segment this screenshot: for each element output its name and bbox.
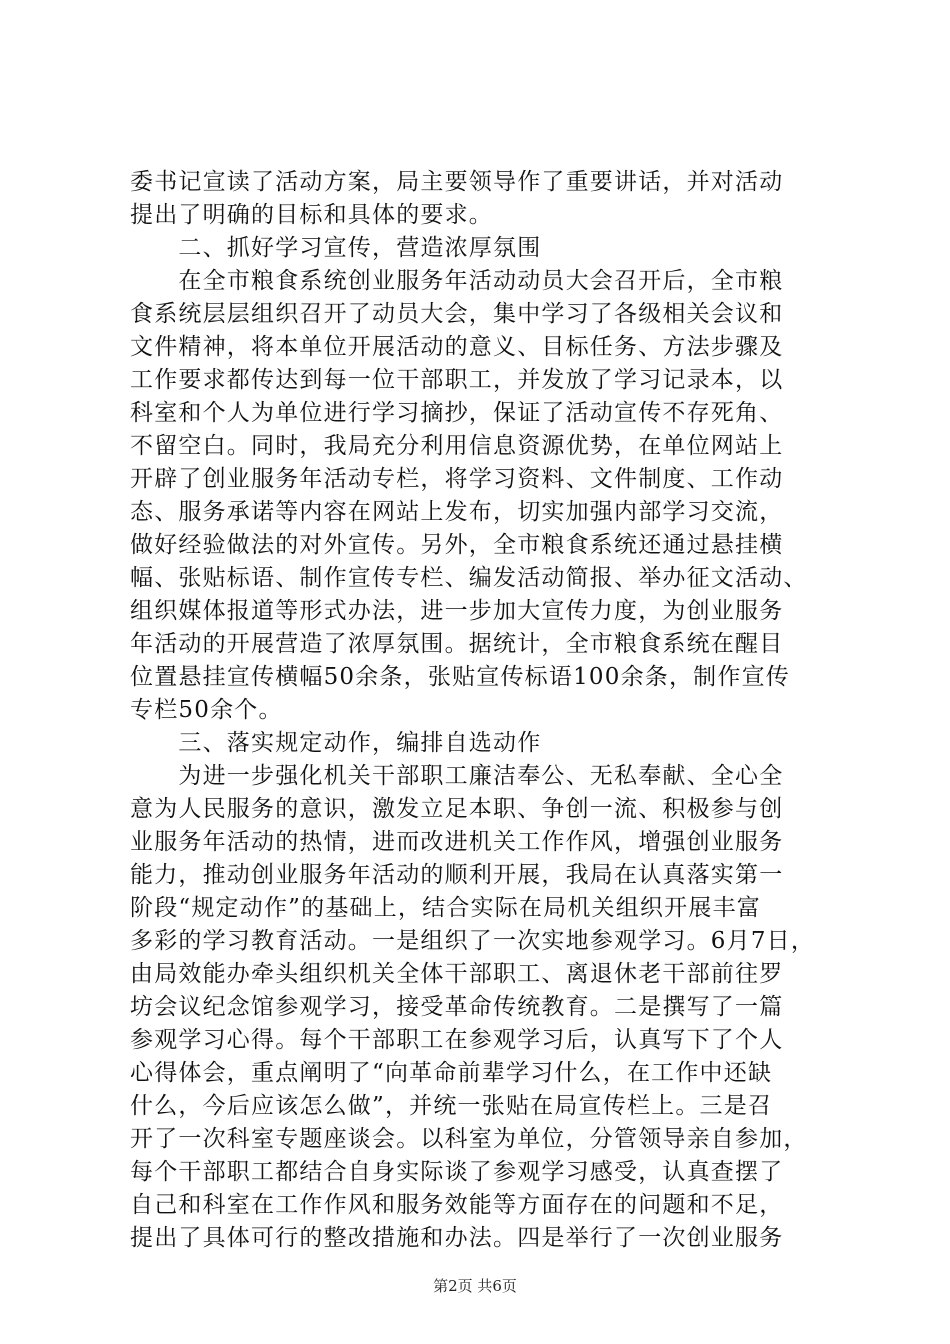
text-line: 做好经验做法的对外宣传。另外，全市粮食系统还通过悬挂横 [130, 532, 784, 558]
text-line: 阶段“规定动作”的基础上，结合实际在局机关组织开展丰富 [130, 895, 761, 921]
text-line: 科室和个人为单位进行学习摘抄，保证了活动宣传不存死角、 [130, 400, 784, 426]
text-line: 开辟了创业服务年活动专栏，将学习资料、文件制度、工作动 [130, 466, 784, 492]
text-line: 每个干部职工都结合自身实际谈了参观学习感受，认真查摆了 [130, 1159, 784, 1185]
text-line: 不留空白。同时，我局充分利用信息资源优势，在单位网站上 [130, 433, 784, 459]
text-line: 在全市粮食系统创业服务年活动动员大会召开后，全市粮 [130, 268, 784, 294]
text-line: 三、落实规定动作，编排自选动作 [130, 730, 542, 756]
text-line: 多彩的学习教育活动。一是组织了一次实地参观学习。6月7日， [130, 928, 816, 954]
text-line: 意为人民服务的意识，激发立足本职、争创一流、积极参与创 [130, 796, 784, 822]
text-line: 提出了具体可行的整改措施和办法。四是举行了一次创业服务 [130, 1225, 784, 1251]
text-line: 自己和科室在工作作风和服务效能等方面存在的问题和不足， [130, 1192, 784, 1218]
text-line: 年活动的开展营造了浓厚氛围。据统计，全市粮食系统在醒目 [130, 631, 784, 657]
text-line: 委书记宣读了活动方案，局主要领导作了重要讲话，并对活动 [130, 169, 784, 195]
text-line: 业服务年活动的热情，进而改进机关工作作风，增强创业服务 [130, 829, 784, 855]
text-line: 食系统层层组织召开了动员大会，集中学习了各级相关会议和 [130, 301, 784, 327]
page-number-footer: 第2页 共6页 [433, 1277, 517, 1295]
text-line: 工作要求都传达到每一位干部职工，并发放了学习记录本，以 [130, 367, 784, 393]
text-line: 开了一次科室专题座谈会。以科室为单位，分管领导亲自参加， [130, 1126, 808, 1152]
text-line: 态、服务承诺等内容在网站上发布，切实加强内部学习交流， [130, 499, 784, 525]
text-line: 能力，推动创业服务年活动的顺利开展，我局在认真落实第一 [130, 862, 784, 888]
text-line: 专栏50余个。 [130, 697, 283, 723]
text-line: 心得体会，重点阐明了“向革命前辈学习什么，在工作中还缺 [130, 1060, 773, 1086]
text-line: 组织媒体报道等形式办法，进一步加大宣传力度，为创业服务 [130, 598, 784, 624]
text-line: 文件精神，将本单位开展活动的意义、目标任务、方法步骤及 [130, 334, 784, 360]
text-line: 幅、张贴标语、制作宣传专栏、编发活动简报、举办征文活动、 [130, 565, 808, 591]
text-line: 为进一步强化机关干部职工廉洁奉公、无私奉献、全心全 [130, 763, 784, 789]
text-line: 什么，今后应该怎么做”，并统一张贴在局宣传栏上。三是召 [130, 1093, 773, 1119]
text-line: 二、抓好学习宣传，营造浓厚氛围 [130, 235, 542, 261]
text-line: 位置悬挂宣传横幅50余条，张贴宣传标语100余条，制作宣传 [130, 664, 790, 690]
text-line: 由局效能办牵头组织机关全体干部职工、离退休老干部前往罗 [130, 961, 784, 987]
text-line: 坊会议纪念馆参观学习，接受革命传统教育。二是撰写了一篇 [130, 994, 784, 1020]
text-line: 提出了明确的目标和具体的要求。 [130, 202, 493, 228]
body-text [130, 166, 830, 1255]
text-line: 参观学习心得。每个干部职工在参观学习后，认真写下了个人 [130, 1027, 784, 1053]
